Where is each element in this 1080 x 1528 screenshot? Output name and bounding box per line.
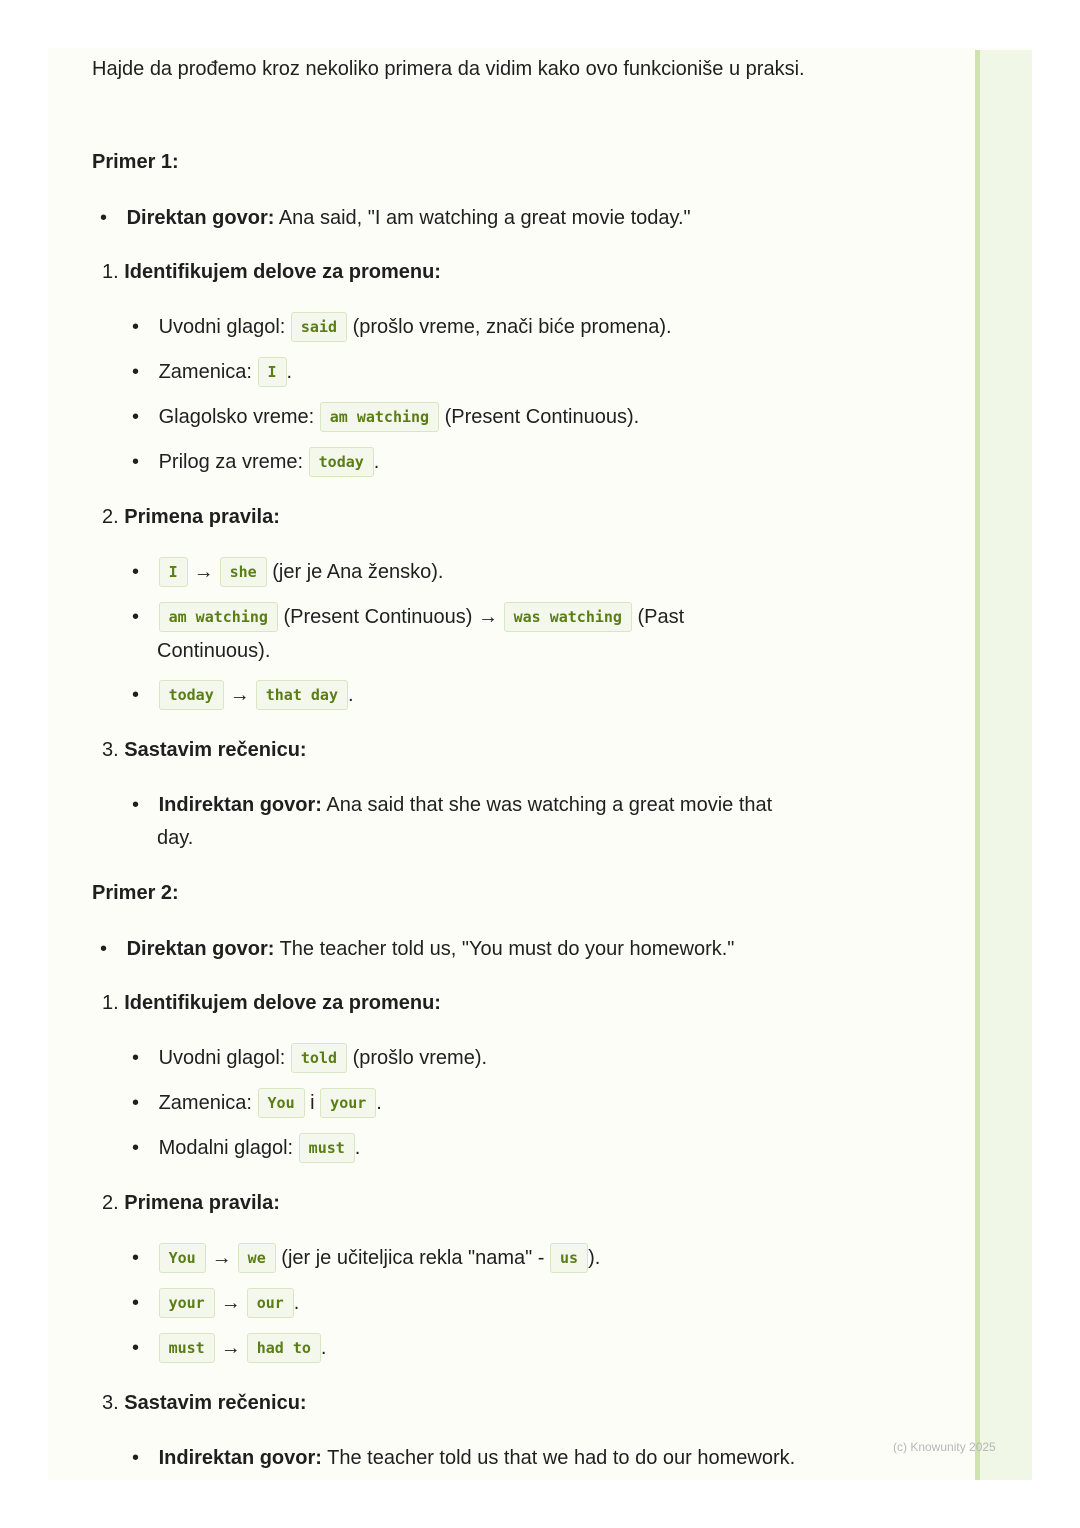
example2-step2: [102, 1186, 280, 1220]
arrow-icon: →: [220, 1337, 241, 1359]
code-tag: your: [159, 1288, 215, 1318]
bullet-icon: •: [132, 684, 140, 706]
arrow-icon: →: [229, 684, 250, 706]
step-number: 2.: [102, 506, 119, 528]
bullet-icon: •: [132, 1247, 140, 1269]
step-number: 3.: [102, 739, 119, 761]
list-item: • Uvodni glagol: told (prošlo vreme).: [132, 1041, 487, 1075]
step-number: 2.: [102, 1192, 119, 1214]
bullet-icon: •: [132, 794, 140, 816]
code-tag: she: [220, 557, 267, 587]
arrow-icon: →: [211, 1247, 232, 1269]
code-tag: I: [159, 557, 188, 587]
rule-item: • today → that day .: [132, 678, 354, 712]
bullet-icon: •: [132, 1092, 140, 1114]
bullet-icon: •: [132, 1047, 140, 1069]
bullet-icon: •: [132, 1447, 140, 1469]
arrow-icon: →: [193, 561, 214, 583]
code-tag: am watching: [159, 602, 278, 632]
example2-direct: [100, 932, 734, 966]
bullet-icon: •: [132, 1137, 140, 1159]
code-tag: told: [291, 1043, 347, 1073]
example1-direct: [100, 201, 691, 235]
side-panel: [975, 50, 1032, 1480]
side-divider: [975, 50, 980, 1480]
step-title: Primena pravila:: [124, 1192, 280, 1214]
code-tag: our: [247, 1288, 294, 1318]
code-tag: must: [299, 1133, 355, 1163]
example2-title: Primer 2:: [92, 882, 179, 904]
arrow-icon: →: [220, 1292, 241, 1314]
direct-label: Direktan govor:: [126, 938, 275, 960]
step-title: Sastavim rečenicu:: [124, 739, 307, 761]
copyright-footer: (c) Knowunity 2025: [893, 1440, 996, 1454]
list-item: • Zamenica: You i your .: [132, 1086, 382, 1120]
indirect-label: Indirektan govor:: [158, 794, 322, 816]
indirect-continuation: day.: [157, 827, 194, 849]
list-item: • Modalni glagol: must .: [132, 1131, 360, 1165]
rule-continuation: Continuous).: [157, 640, 271, 662]
indirect-item: • Indirektan govor: Ana said that she was watching a great movie that: [132, 794, 773, 816]
rule-item: • must → had to .: [132, 1331, 326, 1365]
step-title: Identifikujem delove za promenu:: [124, 261, 441, 283]
bullet-icon: •: [132, 1292, 140, 1314]
example2-step3: [102, 1386, 307, 1420]
bullet-icon: •: [132, 606, 140, 628]
example1-step3: [102, 733, 307, 767]
code-tag: that day: [256, 680, 348, 710]
arrow-icon: →: [478, 606, 499, 628]
code-tag: I: [258, 357, 287, 387]
code-tag: must: [159, 1333, 215, 1363]
step-number: 3.: [102, 1392, 119, 1414]
direct-label: Direktan govor:: [126, 207, 275, 229]
list-item: • Glagolsko vreme: am watching (Present Continuous).: [132, 400, 639, 434]
list-item: • Prilog za vreme: today .: [132, 445, 379, 479]
bullet-icon: •: [100, 207, 108, 229]
code-tag: was watching: [504, 602, 632, 632]
code-tag: your: [320, 1088, 376, 1118]
code-tag: had to: [247, 1333, 321, 1363]
example1-title: Primer 1:: [92, 151, 179, 173]
bullet-icon: •: [100, 938, 108, 960]
code-tag: said: [291, 312, 347, 342]
code-tag: today: [159, 680, 224, 710]
list-item: • Zamenica: I .: [132, 355, 292, 389]
direct-text: Ana said, "I am watching a great movie today.": [274, 207, 691, 229]
bullet-icon: •: [132, 1337, 140, 1359]
code-tag: today: [309, 447, 374, 477]
example1-step1: [102, 255, 441, 289]
indirect-item: • Indirektan govor: The teacher told us that we had to do our homework.: [132, 1447, 796, 1469]
step-title: Identifikujem delove za promenu:: [124, 992, 441, 1014]
bullet-icon: •: [132, 406, 140, 428]
step-number: 1.: [102, 992, 119, 1014]
code-tag: am watching: [320, 402, 439, 432]
bullet-icon: •: [132, 451, 140, 473]
rule-item: • am watching (Present Continuous) → was watching (Past: [132, 600, 684, 634]
list-item: • Uvodni glagol: said (prošlo vreme, znači biće promena).: [132, 310, 672, 344]
rule-item: • your → our .: [132, 1286, 299, 1320]
code-tag: us: [550, 1243, 588, 1273]
step-number: 1.: [102, 261, 119, 283]
bullet-icon: •: [132, 361, 140, 383]
code-tag: You: [258, 1088, 305, 1118]
step-title: Primena pravila:: [124, 506, 280, 528]
bullet-icon: •: [132, 561, 140, 583]
intro-paragraph: Hajde da prođemo kroz nekoliko primera da vidim kako ovo funkcioniše u praksi.: [92, 58, 805, 80]
code-tag: You: [159, 1243, 206, 1273]
example2-step1: [102, 986, 441, 1020]
rule-item: • I → she (jer je Ana žensko).: [132, 555, 443, 589]
code-tag: we: [238, 1243, 276, 1273]
document-content: [92, 52, 832, 1469]
rule-item: • You → we (jer je učiteljica rekla "nama" - us ).: [132, 1241, 600, 1275]
direct-text: The teacher told us, "You must do your homework.": [274, 938, 735, 960]
indirect-label: Indirektan govor:: [158, 1447, 322, 1469]
step-title: Sastavim rečenicu:: [124, 1392, 307, 1414]
bullet-icon: •: [132, 316, 140, 338]
example1-step2: [102, 500, 280, 534]
